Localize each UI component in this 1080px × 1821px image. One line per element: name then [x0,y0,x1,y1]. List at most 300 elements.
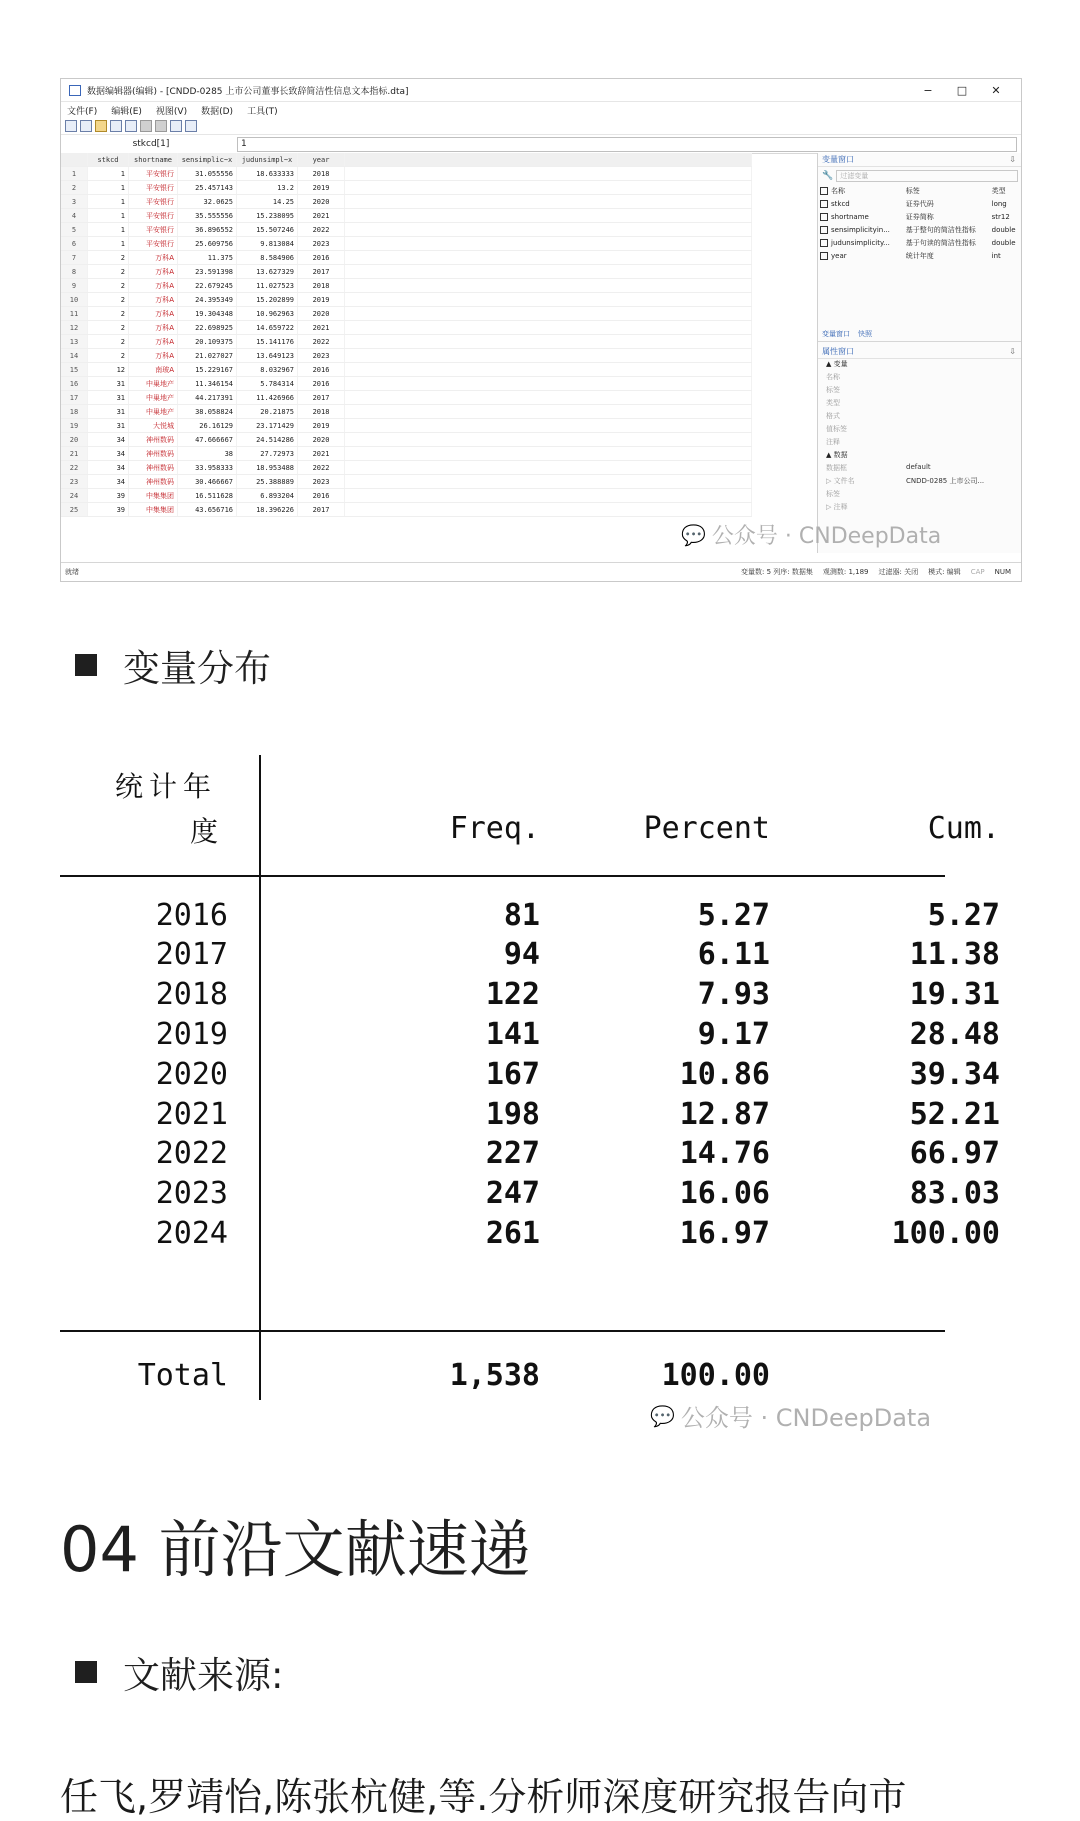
variable-name: judunsimplicity... [818,236,904,249]
grid-cell[interactable]: 万科A [129,307,178,321]
grid-cell[interactable]: 2 [88,307,129,321]
grid-cell[interactable]: 2022 [298,223,345,237]
grid-cell[interactable]: 2021 [298,321,345,335]
frequency-row [60,1213,1000,1253]
grid-cell[interactable]: 31 [88,377,129,391]
year-cell: 2017 [155,937,228,973]
source-heading-text: 文献来源: [123,1654,284,1697]
grid-cell[interactable]: 20.109375 [178,335,237,349]
grid-cell[interactable]: 31 [88,391,129,405]
grid-cell[interactable]: 30.466667 [178,475,237,489]
property-row[interactable] [818,398,1022,411]
grid-cell[interactable]: 26.16129 [178,419,237,433]
grid-cell[interactable]: 15.507246 [237,223,298,237]
table-row[interactable] [61,293,752,307]
properties-panel-label: 属性窗口 [822,347,854,356]
variable-filter [822,169,1018,182]
grid-cell[interactable]: 2021 [298,209,345,223]
column-header[interactable]: stkcd [88,153,129,167]
grid-cell[interactable]: 大悦城 [129,419,178,433]
variable-type: long [991,199,1007,208]
property-key: 数据框 [826,464,847,472]
table-header-rule [60,875,945,877]
property-value: CNDD-0285 上市公司... [906,477,985,485]
table-row[interactable] [61,363,752,377]
empty-cell [345,237,752,251]
table-row[interactable] [61,209,752,223]
grid-cell[interactable]: 2 [88,321,129,335]
percent-cell: 10.86 [679,1056,770,1092]
table-row[interactable] [61,461,752,475]
grid-cell[interactable]: 11.027523 [237,279,298,293]
grid-cell[interactable]: 24.395349 [178,293,237,307]
grid-cell[interactable]: 中巢地产 [129,405,178,419]
save-icon[interactable] [110,120,122,132]
row-number: 13 [61,335,88,349]
variable-name: shortname [818,210,904,223]
grid-cell[interactable]: 2022 [298,461,345,475]
variable-row[interactable] [818,223,1022,236]
grid-cell[interactable]: 19.304348 [178,307,237,321]
open-icon[interactable] [95,120,107,132]
grid-cell[interactable]: 中巢地产 [129,377,178,391]
variable-filter-input[interactable]: 过滤变量 [836,170,1018,182]
percent-header: Percent [643,811,770,846]
grid-cell[interactable]: 36.896552 [178,223,237,237]
total-label: Total [137,1357,228,1393]
row-number: 9 [61,279,88,293]
empty-cell [345,461,752,475]
empty-cell [345,307,752,321]
grid-cell[interactable]: 22.679245 [178,279,237,293]
column-header[interactable]: judunsimpl~x [237,153,298,167]
grid-cell[interactable]: 38.058824 [178,405,237,419]
grid-cell[interactable]: 2019 [298,419,345,433]
checkbox-icon[interactable] [820,252,828,260]
frequency-row [60,1014,1000,1054]
grid-cell[interactable]: 27.72973 [237,447,298,461]
grid-cell[interactable]: 南玻A [129,363,178,377]
grid-cell[interactable]: 2019 [298,181,345,195]
property-key: 值标签 [826,425,847,433]
empty-cell [345,251,752,265]
grid-cell[interactable]: 2017 [298,265,345,279]
year-cell: 2018 [155,977,228,1013]
panel-tabs [818,329,1022,342]
total-freq: 1,538 [449,1357,540,1393]
empty-cell [345,181,752,195]
grid-cell[interactable]: 平安银行 [129,167,178,181]
grid-cell[interactable]: 18.396226 [237,503,298,517]
empty-column [345,153,752,167]
grid-cell[interactable]: 2018 [298,167,345,181]
grid-cell[interactable]: 25.388889 [237,475,298,489]
grid-cell[interactable]: 13.2 [237,181,298,195]
cum-cell: 66.97 [909,1136,1000,1172]
percent-cell: 14.76 [679,1136,770,1172]
freq-cell: 94 [503,937,540,973]
menu-view[interactable]: 视图(V) [155,106,188,117]
variable-name: sensimplicityin... [818,223,904,236]
grid-cell[interactable]: 平安银行 [129,223,178,237]
year-cell: 2016 [155,897,228,933]
empty-cell [345,279,752,293]
cell-value-input[interactable]: 1 [237,137,1017,152]
wechat-icon: 💬 [650,1403,675,1428]
grid-cell[interactable]: 22.698925 [178,321,237,335]
pin-icon[interactable]: ⇩ [1009,347,1016,356]
wechat-icon: 💬 [681,522,706,547]
variable-name: stkcd [818,197,904,210]
table-row[interactable] [61,265,752,279]
watermark [650,1398,931,1433]
checkbox-icon[interactable] [820,239,828,247]
grid-cell[interactable]: 10.962963 [237,307,298,321]
property-row[interactable] [818,463,1022,476]
grid-cell[interactable]: 万科A [129,265,178,279]
grid-cell[interactable]: 16.511628 [178,489,237,503]
grid-cell[interactable]: 34 [88,433,129,447]
table-row[interactable] [61,475,752,489]
grid-cell[interactable]: 万科A [129,293,178,307]
print-icon[interactable] [125,120,137,132]
grid-cell[interactable]: 39 [88,489,129,503]
row-number: 3 [61,195,88,209]
menu-file[interactable]: 文件(F) [67,106,98,117]
row-number: 25 [61,503,88,517]
toolbar [61,118,1021,135]
row-number: 5 [61,223,88,237]
property-row[interactable] [818,450,1022,463]
grid-cell[interactable]: 2023 [298,475,345,489]
grid-cell[interactable]: 18.953488 [237,461,298,475]
grid-cell[interactable]: 2 [88,265,129,279]
property-key: 名称 [826,373,840,381]
empty-cell [345,349,752,363]
checkbox-icon[interactable] [820,200,828,208]
table-row[interactable] [61,391,752,405]
section-title: 04 前沿文献速递 [60,1513,531,1586]
row-number: 11 [61,307,88,321]
row-number: 7 [61,251,88,265]
data-grid[interactable] [61,153,811,553]
empty-cell [345,335,752,349]
table-row[interactable] [61,349,752,363]
grid-cell[interactable]: 15.229167 [178,363,237,377]
property-row[interactable] [818,476,1022,489]
source-heading [75,1645,283,1699]
grid-cell[interactable]: 12 [88,363,129,377]
grid-cell[interactable]: 15.238095 [237,209,298,223]
minimize-button[interactable]: − [923,83,933,97]
column-header[interactable]: year [298,153,345,167]
grid-cell[interactable]: 神州数码 [129,461,178,475]
grid-cell[interactable]: 11.375 [178,251,237,265]
grid-cell[interactable]: 1 [88,237,129,251]
grid-cell[interactable]: 47.666667 [178,433,237,447]
cum-cell: 19.31 [909,977,1000,1013]
checkbox-icon[interactable] [820,187,828,195]
grid-cell[interactable]: 1 [88,181,129,195]
grid-cell[interactable]: 23.171429 [237,419,298,433]
grid-cell[interactable]: 1 [88,223,129,237]
table-row[interactable] [61,251,752,265]
watermark-text: 公众号 · CNDeepData [711,524,942,549]
table-row[interactable] [61,433,752,447]
checkbox-icon[interactable] [820,226,828,234]
grid-cell[interactable]: 2021 [298,447,345,461]
variable-row[interactable] [818,236,1022,249]
frequency-row [60,1094,1000,1134]
grid-cell[interactable]: 43.656716 [178,503,237,517]
grid-cell[interactable]: 5.784314 [237,377,298,391]
grid-cell[interactable]: 中集集团 [129,489,178,503]
square-bullet-icon [75,654,97,676]
table-row[interactable] [61,223,752,237]
data-editor-icon [69,85,81,96]
table-row[interactable] [61,377,752,391]
grid-cell[interactable]: 万科A [129,279,178,293]
grid-cell[interactable]: 15.202899 [237,293,298,307]
checkbox-icon[interactable] [820,213,828,221]
grid-cell[interactable]: 31 [88,419,129,433]
status-num: NUM [994,568,1011,576]
frequency-row [60,895,1000,935]
property-row[interactable] [818,424,1022,437]
percent-cell: 5.27 [697,897,770,933]
table-row[interactable] [61,181,752,195]
menu-tools[interactable]: 工具(T) [247,106,278,117]
grid-cell[interactable]: 中巢地产 [129,391,178,405]
table-row[interactable] [61,489,752,503]
grid-cell[interactable]: 1 [88,167,129,181]
row-number: 4 [61,209,88,223]
table-row[interactable] [61,503,752,517]
grid-cell[interactable]: 13.627329 [237,265,298,279]
property-row[interactable] [818,437,1022,450]
grid-cell[interactable]: 2018 [298,279,345,293]
property-row[interactable] [818,372,1022,385]
grid-cell[interactable]: 39 [88,503,129,517]
column-header[interactable]: shortname [129,153,178,167]
grid-cell[interactable]: 2019 [298,293,345,307]
menu-data[interactable]: 数据(D) [201,106,234,117]
menu-bar [61,102,1021,118]
row-number-header [61,153,88,167]
grid-cell[interactable]: 2 [88,293,129,307]
grid-cell[interactable]: 21.027027 [178,349,237,363]
property-key: ▲ 变量 [826,360,848,368]
variable-type: double [991,225,1016,234]
cum-cell: 52.21 [909,1096,1000,1132]
grid-cell[interactable]: 33.958333 [178,461,237,475]
empty-cell [345,475,752,489]
grid-cell[interactable]: 2023 [298,349,345,363]
grid-cell[interactable]: 13.649123 [237,349,298,363]
variable-row[interactable] [818,210,1022,223]
grid-cell[interactable]: 2016 [298,363,345,377]
empty-cell [345,223,752,237]
grid-cell[interactable]: 2 [88,349,129,363]
status-mode: 模式: 编辑 [928,568,961,576]
grid-cell[interactable]: 2016 [298,251,345,265]
grid-cell[interactable]: 2018 [298,405,345,419]
table-row[interactable] [61,237,752,251]
year-cell: 2020 [155,1056,228,1092]
frequency-row [60,935,1000,975]
grid-cell[interactable]: 32.0625 [178,195,237,209]
browse-mode-icon[interactable] [80,120,92,132]
freq-cell: 247 [485,1176,540,1212]
grid-cell[interactable]: 8.032967 [237,363,298,377]
grid-cell[interactable]: 38 [178,447,237,461]
grid-cell[interactable]: 神州数码 [129,447,178,461]
property-row[interactable] [818,385,1022,398]
status-bar [61,562,1021,581]
grid-cell[interactable]: 31 [88,405,129,419]
grid-cell[interactable]: 11.346154 [178,377,237,391]
empty-cell [345,391,752,405]
property-row[interactable] [818,411,1022,424]
grid-cell[interactable]: 8.584906 [237,251,298,265]
row-number: 16 [61,377,88,391]
grid-cell[interactable]: 平安银行 [129,181,178,195]
grid-cell[interactable]: 2020 [298,307,345,321]
grid-cell[interactable]: 34 [88,447,129,461]
window-titlebar [61,79,1021,102]
close-button[interactable]: ✕ [991,83,1001,97]
citation-text: 任飞,罗靖怡,陈张杭健,等.分析师深度研究报告向市 [60,1775,907,1819]
variable-label: 证券代码 [905,199,934,208]
grid-cell[interactable]: 15.141176 [237,335,298,349]
freq-cell: 261 [485,1215,540,1251]
table-row[interactable] [61,447,752,461]
paste-icon[interactable] [155,120,167,132]
grid-cell[interactable]: 中集集团 [129,503,178,517]
frequency-row [60,1054,1000,1094]
edit-mode-icon[interactable] [65,120,77,132]
grid-cell[interactable]: 万科A [129,251,178,265]
table-row[interactable] [61,167,752,181]
grid-cell[interactable]: 1 [88,209,129,223]
variables-panel-label: 变量窗口 [822,155,854,164]
square-bullet-icon [75,1661,97,1683]
grid-cell[interactable]: 25.609756 [178,237,237,251]
cum-header: Cum. [927,811,1000,846]
grid-cell[interactable]: 24.514286 [237,433,298,447]
table-row[interactable] [61,405,752,419]
grid-cell[interactable]: 6.893204 [237,489,298,503]
variables-panel-title [818,153,1022,167]
search-icon[interactable] [170,120,182,132]
wrench-icon[interactable]: 🔧 [822,170,834,181]
property-key: 类型 [826,399,840,407]
menu-edit[interactable]: 编辑(E) [111,106,142,117]
table-row[interactable] [61,195,752,209]
grid-cell[interactable]: 万科A [129,321,178,335]
grid-cell[interactable]: 18.633333 [237,167,298,181]
column-header[interactable]: sensimplic~x [178,153,237,167]
table-row[interactable] [61,335,752,349]
watermark-text: 公众号 · CNDeepData [680,1404,932,1432]
cell-reference: stkcd[1] [132,139,170,149]
empty-cell [345,503,752,517]
grid-cell[interactable]: 35.555556 [178,209,237,223]
grid-cell[interactable]: 万科A [129,335,178,349]
row-number: 6 [61,237,88,251]
grid-cell[interactable]: 2017 [298,391,345,405]
grid-cell[interactable]: 平安银行 [129,209,178,223]
empty-cell [345,321,752,335]
grid-cell[interactable]: 25.457143 [178,181,237,195]
variable-row[interactable] [818,249,1022,262]
grid-cell[interactable]: 2020 [298,195,345,209]
grid-cell[interactable]: 平安银行 [129,237,178,251]
property-key: 注释 [826,438,840,446]
variable-label: 统计年度 [905,251,934,260]
grid-cell[interactable]: 2020 [298,433,345,447]
grid-cell[interactable]: 11.426966 [237,391,298,405]
grid-cell[interactable]: 神州数码 [129,475,178,489]
variable-row[interactable] [818,197,1022,210]
grid-cell[interactable]: 平安银行 [129,195,178,209]
grid-cell[interactable]: 44.217391 [178,391,237,405]
pin-icon[interactable]: ⇩ [1009,155,1016,164]
property-row[interactable] [818,502,1022,515]
maximize-button[interactable]: □ [956,83,968,97]
table-row[interactable] [61,307,752,321]
table-row[interactable] [61,419,752,433]
window-title: 数据编辑器(编辑) - [CNDD-0285 上市公司董事长致辞简洁性信息文本指标.dta] [87,86,409,97]
table-total-rule [60,1330,945,1332]
grid-cell[interactable]: 34 [88,475,129,489]
tab-variables[interactable]: 变量窗口 [822,330,850,338]
grid-cell[interactable]: 2 [88,335,129,349]
cum-cell: 11.38 [909,937,1000,973]
property-row[interactable] [818,359,1022,372]
grid-cell[interactable]: 神州数码 [129,433,178,447]
grid-cell[interactable]: 31.055556 [178,167,237,181]
grid-cell[interactable]: 2022 [298,335,345,349]
filter-icon[interactable] [185,120,197,132]
empty-cell [345,405,752,419]
grid-cell[interactable]: 34 [88,461,129,475]
property-row[interactable] [818,489,1022,502]
grid-cell[interactable]: 9.813084 [237,237,298,251]
grid-cell[interactable]: 1 [88,195,129,209]
grid-cell[interactable]: 14.25 [237,195,298,209]
grid-cell[interactable]: 2 [88,279,129,293]
grid-cell[interactable]: 2016 [298,489,345,503]
grid-cell[interactable]: 20.21875 [237,405,298,419]
grid-cell[interactable]: 2 [88,251,129,265]
table-row[interactable] [61,279,752,293]
table-row[interactable] [61,321,752,335]
grid-cell[interactable]: 23.591398 [178,265,237,279]
var-col-label: 标签 [905,186,920,195]
percent-cell: 16.06 [679,1176,770,1212]
freq-cell: 122 [485,977,540,1013]
tab-snapshots[interactable]: 快照 [858,330,872,338]
grid-cell[interactable]: 2016 [298,377,345,391]
variable-label: 基于句读的简洁性指标 [905,238,976,247]
grid-cell[interactable]: 2023 [298,237,345,251]
copy-icon[interactable] [140,120,152,132]
grid-cell[interactable]: 14.659722 [237,321,298,335]
grid-cell[interactable]: 2017 [298,503,345,517]
grid-cell[interactable]: 万科A [129,349,178,363]
side-panels [817,153,1022,553]
